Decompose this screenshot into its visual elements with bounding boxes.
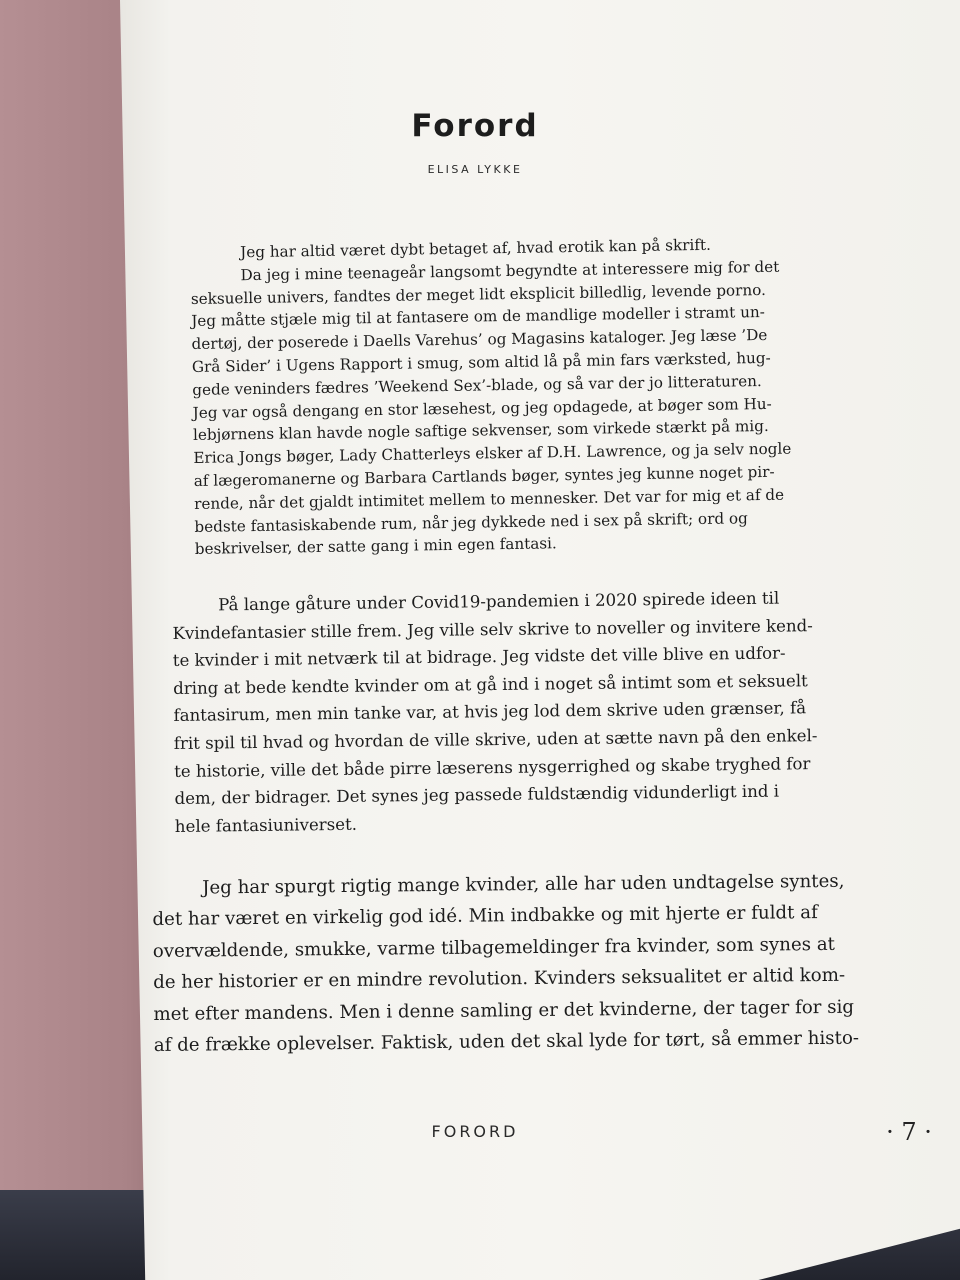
text-line: de her historier er en mindre revolution. Kvinders seksualitet er altid kom- (153, 964, 846, 994)
text-line: På lange gåture under Covid19-pandemien i 2020 spirede ideen til (218, 588, 780, 615)
page-number: · 7 · (886, 1118, 932, 1146)
text-line: Jeg var også dengang en stor læsehest, og jeg opdagede, at bøger som Hu- (192, 394, 772, 422)
text-line: seksuelle univers, fandtes der meget lidt eksplicit billedlig, levende porno. (190, 280, 766, 308)
chapter-author: ELISA LYKKE (427, 163, 523, 176)
text-line: Kvindefantasier stille frem. Jeg ville selv skrive to noveller og invitere kend- (172, 615, 813, 643)
text-line: Da jeg i mine teenageår langsomt begyndte at interessere mig for det (240, 257, 780, 285)
text-line: hele fantasiuniverset. (174, 814, 358, 836)
text-line: rende, når det gjaldt intimitet mellem to mennesker. Det var for mig et af de (193, 485, 785, 513)
text-line: met efter mandens. Men i denne samling er det kvinderne, der tager for sig (153, 996, 855, 1025)
text-line: beskrivelser, der satte gang i min egen fantasi. (194, 534, 557, 559)
text-line: dring at bede kendte kvinder om at gå ind i noget så intimt som et seksuelt (173, 671, 808, 698)
text-line: Erica Jongs bøger, Lady Chatterleys elsker af D.H. Lawrence, og ja selv nogle (193, 439, 792, 468)
text-line: Jeg har spurgt rigtig mange kvinder, alle har uden undtagelse syntes, (202, 870, 845, 899)
paragraph-1 (190, 233, 792, 561)
text-line: af lægeromanerne og Barbara Cartlands bøger, syntes jeg kunne noget pir- (193, 462, 775, 490)
chapter-title: Forord (411, 108, 539, 144)
text-line: det har været en virkelig god idé. Min indbakke og mit hjerte er fuldt af (152, 902, 818, 931)
text-line: Jeg måtte stjæle mig til at fantasere om de mandlige modeller i stramt un- (191, 303, 765, 331)
text-line: te historie, ville det både pirre læserens nysgerrighed og skabe tryghed for (174, 753, 811, 781)
text-line: dertøj, der poserede i Daells Varehus’ og Magasins kataloger. Jeg læse ’De (191, 326, 768, 354)
text-line: fantasirum, men min tanke var, at hvis jeg lod dem skrive uden grænser, få (173, 698, 807, 726)
text-line: lebjørnens klan havde nogle saftige sekvenser, som virkede stærkt på mig. (192, 417, 769, 445)
text-line: frit spil til hvad og hvordan de ville skrive, uden at sætte navn på den enkel- (173, 726, 818, 753)
text-line: af de frække oplevelser. Faktisk, uden det skal lyde for tørt, så emmer histo- (153, 1027, 860, 1057)
text-line: te kvinder i mit netværk til at bidrage. Jeg vidste det ville blive en udfor- (172, 643, 786, 671)
text-line: Jeg har altid været dybt betaget af, hvad erotik kan på skrift. (240, 235, 711, 262)
paragraph-2 (172, 584, 818, 840)
paragraph-3 (152, 866, 860, 1061)
text-line: bedste fantasiskabende rum, når jeg dykkede ned i sex på skrift; ord og (194, 508, 748, 536)
text-line: Grå Sider’ i Ugens Rapport i smug, som altid lå på min fars værksted, hug- (191, 348, 771, 376)
text-line: gede veninders fædres ’Weekend Sex’-blade, og så var der jo litteraturen. (192, 371, 762, 399)
running-footer: FORORD (431, 1122, 519, 1141)
text-line: overvældende, smukke, varme tilbagemeldinger fra kvinder, som synes at (152, 933, 836, 962)
text-line: dem, der bidrager. Det synes jeg passede fuldstændig vidunderligt ind i (174, 781, 780, 809)
